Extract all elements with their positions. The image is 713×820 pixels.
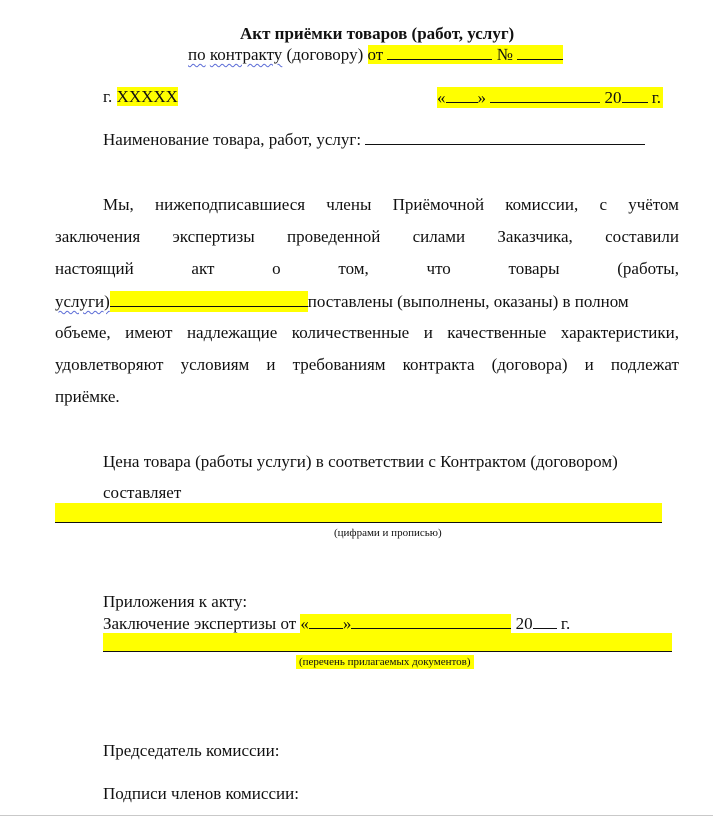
body-word: и bbox=[584, 355, 594, 374]
date-field[interactable] bbox=[437, 87, 663, 108]
services-input[interactable] bbox=[110, 291, 308, 312]
body-word: подлежат bbox=[610, 355, 679, 374]
body-word: требованиям bbox=[292, 355, 386, 374]
price-input[interactable] bbox=[55, 503, 662, 523]
body-word: что bbox=[426, 259, 451, 278]
goods-name-label: Наименование товара, работ, услуг: bbox=[103, 130, 362, 149]
body-line-5 bbox=[55, 323, 679, 343]
attachments-heading: Приложения к акту: bbox=[103, 592, 248, 611]
body-line-7: приёмке. bbox=[55, 387, 120, 406]
body-word: настоящий bbox=[55, 259, 134, 278]
date-year-prefix: 20 bbox=[604, 88, 622, 107]
body-word: с bbox=[599, 195, 607, 214]
city-label: г. bbox=[103, 87, 113, 106]
price-caption: (цифрами и прописью) bbox=[334, 527, 442, 539]
body-word: комиссии, bbox=[505, 195, 579, 214]
subtitle-word-contract: контракту bbox=[209, 45, 283, 64]
body-word: о bbox=[272, 259, 281, 278]
attachments-caption: (перечень прилагаемых документов) bbox=[296, 655, 474, 669]
body-word: заключения bbox=[55, 227, 141, 246]
price-line-1: Цена товара (работы услуги) в соответствии с Контрактом (договором) bbox=[103, 452, 618, 471]
body-word: экспертизы bbox=[172, 227, 255, 246]
page-bottom-divider bbox=[0, 815, 713, 816]
subtitle-word-dogovor: (договору) bbox=[286, 45, 364, 64]
body-services-word: услуги) bbox=[55, 292, 110, 311]
expertise-label: Заключение экспертизы от bbox=[103, 614, 297, 633]
body-word: Мы, bbox=[103, 195, 134, 214]
date-open-quote: « bbox=[437, 88, 446, 107]
body-word: объеме, bbox=[55, 323, 111, 342]
chairman-label: Председатель комиссии: bbox=[103, 741, 280, 760]
body-word: удовлетворяют bbox=[55, 355, 164, 374]
body-word: Приёмочной bbox=[392, 195, 485, 214]
document-subtitle bbox=[188, 44, 563, 65]
subtitle-word-po: по bbox=[188, 45, 206, 64]
body-word: том, bbox=[338, 259, 369, 278]
body-word: Заказчика, bbox=[497, 227, 573, 246]
expertise-year-prefix: 20 bbox=[515, 614, 533, 633]
goods-name-line bbox=[103, 129, 645, 150]
body-word: составили bbox=[605, 227, 679, 246]
body-word: учётом bbox=[628, 195, 679, 214]
date-year-suffix: г. bbox=[651, 88, 662, 107]
body-word: надлежащие bbox=[186, 323, 278, 342]
expertise-close-quote: » bbox=[342, 614, 352, 633]
expertise-line bbox=[103, 613, 570, 634]
expertise-open-quote: « bbox=[300, 614, 309, 633]
body-line-6 bbox=[55, 355, 679, 375]
body-word: проведенной bbox=[286, 227, 381, 246]
body-word: (работы, bbox=[617, 259, 679, 278]
body-word: характеристики, bbox=[560, 323, 679, 342]
body-word: акт bbox=[191, 259, 215, 278]
document-title: Акт приёмки товаров (работ, услуг) bbox=[240, 24, 515, 43]
body-word: имеют bbox=[125, 323, 173, 342]
body-word: нижеподписавшиеся bbox=[155, 195, 306, 214]
body-word: (договора) bbox=[491, 355, 568, 374]
date-close-quote: » bbox=[477, 88, 486, 107]
subtitle-from-label: от bbox=[367, 45, 384, 64]
body-word: товары bbox=[508, 259, 560, 278]
attachments-list-input[interactable] bbox=[103, 633, 672, 652]
body-word: условиям bbox=[180, 355, 250, 374]
price-line-2: составляет bbox=[103, 483, 182, 502]
body-word: контракта bbox=[402, 355, 475, 374]
body-delivered-text: поставлены (выполнены, оказаны) в полном bbox=[307, 292, 629, 311]
body-line-4 bbox=[55, 291, 629, 312]
body-word: и bbox=[266, 355, 276, 374]
subtitle-date-field[interactable] bbox=[368, 45, 564, 64]
expertise-year-suffix: г. bbox=[560, 614, 571, 633]
city-field bbox=[103, 87, 178, 107]
goods-name-input[interactable] bbox=[365, 129, 645, 145]
expertise-date-field[interactable] bbox=[300, 614, 511, 633]
body-word: члены bbox=[326, 195, 372, 214]
body-line-2 bbox=[55, 227, 679, 247]
city-value[interactable]: ХХХХХ bbox=[116, 87, 178, 106]
members-label: Подписи членов комиссии: bbox=[103, 784, 299, 803]
body-line-3 bbox=[55, 259, 679, 279]
subtitle-number-sign: № bbox=[496, 45, 513, 64]
body-word: и bbox=[423, 323, 433, 342]
body-word: силами bbox=[412, 227, 466, 246]
body-word: количественные bbox=[291, 323, 410, 342]
body-line-1 bbox=[103, 195, 679, 215]
body-word: качественные bbox=[447, 323, 547, 342]
